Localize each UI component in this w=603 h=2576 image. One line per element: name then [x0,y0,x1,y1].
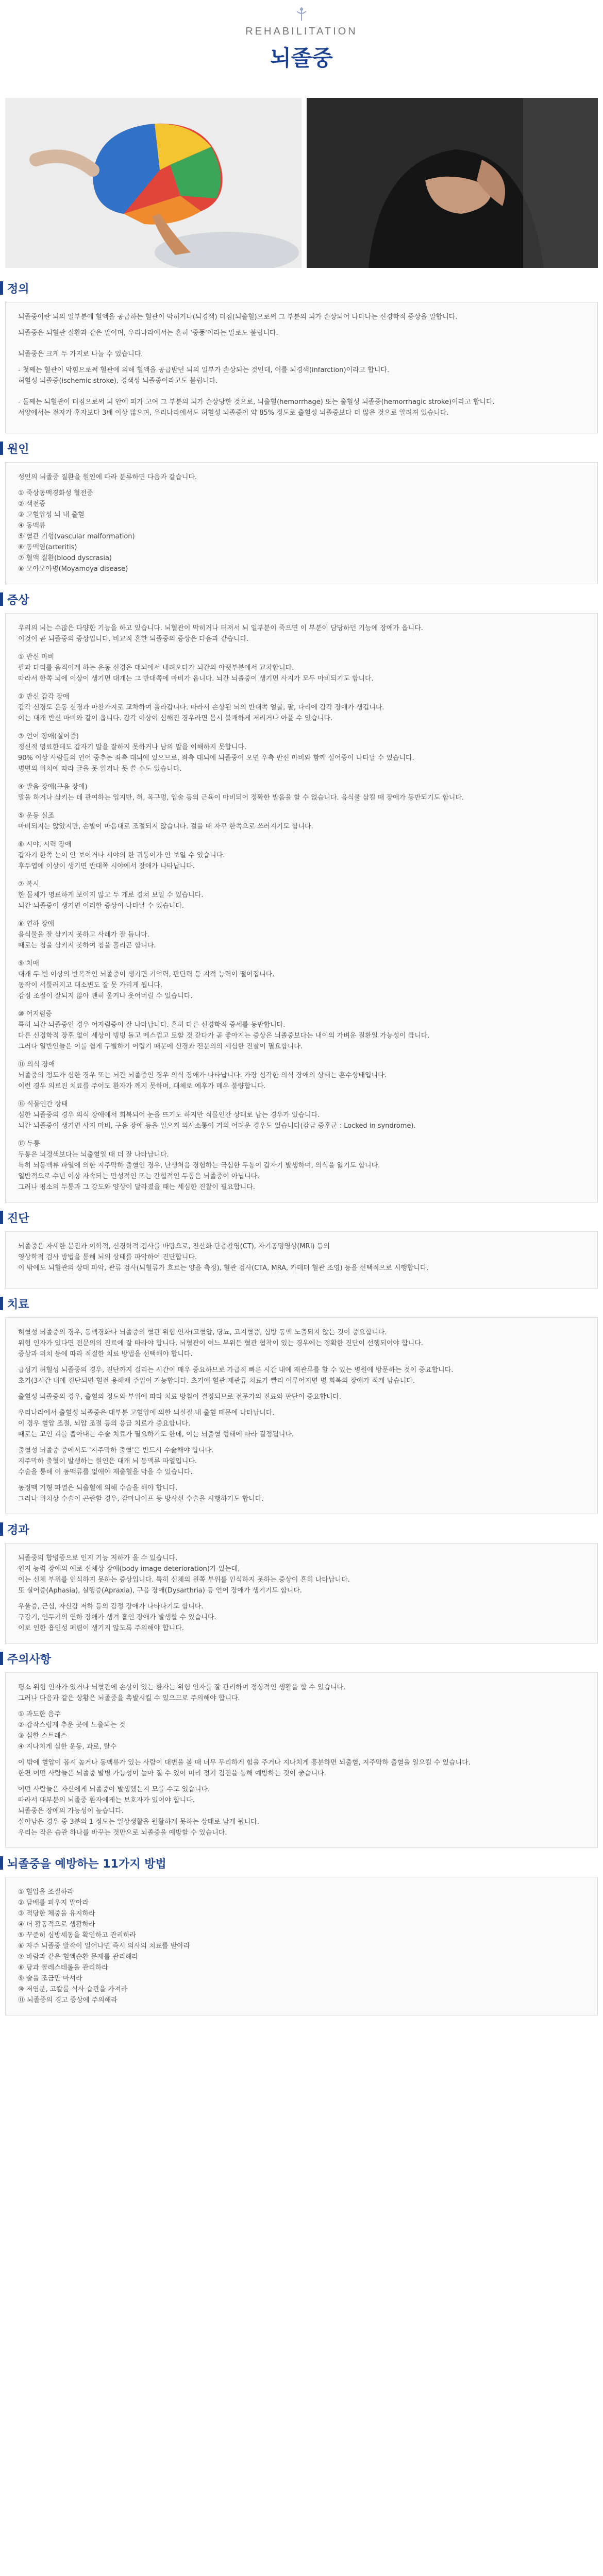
list-item: ⑪ 뇌졸중의 경고 증상에 주의해라 [18,1996,118,2004]
section-diagnosis-body [5,1231,598,1289]
section-course-header [0,1520,603,1538]
hero-photos [5,98,598,268]
symptom-item-title: ③ 언어 장애(실어증) [18,733,79,740]
symptom-item-text: 뇌간 뇌졸중이 생기면 이러한 증상이 나타날 수 있습니다. [18,902,184,910]
section-definition-header [0,279,603,297]
section-marker [0,442,3,455]
spacer [18,1440,585,1445]
spacer [18,1360,585,1365]
symptom-item-text: 일반적으로 수년 이상 자속되는 만성적인 또는 간헐적인 두통은 뇌졸중이 아닙니다. [18,1173,260,1180]
section-caution-body [5,1672,598,1848]
paragraph: 이 밖에도 뇌혈관의 상태 파악, 관류 검사(뇌혈류가 흐르는 양을 측정), 혈관 검사(CTA, MRA, 카테터 혈관 조영) 등을 선택적으로 시행합니다. [18,1264,429,1272]
cause-list [18,488,585,574]
symptom-list [18,652,585,1193]
hospital-logo-icon [294,6,309,22]
paragraph: 수술을 통해 이 동맥류를 없애야 재출혈을 막을 수 있습니다. [18,1468,193,1476]
paragraph: 허혈성 뇌졸중의 경우, 동맥경화나 뇌졸중의 혈관 위험 인자(고혈압, 당뇨, 고지혈증, 심방 동맥 노출되지 않는 것이 중요합니다. [18,1329,387,1336]
paragraph: 증상과 위치 등에 따라 적절한 치료 방법을 선택해야 합니다. [18,1350,193,1358]
section-course-body [5,1543,598,1643]
symptom-item-text: 그러나 평소의 두통과 그 강도와 양상이 달라졌을 때는 세심한 진찰이 필요합니다. [18,1183,255,1191]
paragraph: 출혈성 뇌졸중의 경우, 출혈의 정도와 부위에 따라 치료 방침이 결정되므로 전문가의 진료와 판단이 중요합니다. [18,1393,342,1401]
paragraph: 이것이 곧 뇌졸중의 증상입니다. 비교적 흔한 뇌졸중의 증상은 다음과 같습니다. [18,635,249,643]
symptom-item-text: 음식물을 잘 삼키지 못하고 사레가 잘 듭니다. [18,931,149,939]
symptom-item-text: 따라서 한쪽 뇌에 이상이 생기면 대개는 그 반대쪽에 마비가 옵니다. 뇌간 뇌졸중이 생기면 사지가 모두 마비되기도 합니다. [18,675,374,683]
paragraph: 살아남은 경우 중 3분의 1 정도는 일상생활을 원활하게 못하는 상태로 남게 됩니다. [18,1818,259,1826]
spacer [18,1704,585,1709]
list-item: ⑤ 혈관 기형(vascular malformation) [18,533,135,540]
paragraph: 뇌졸중이란 뇌의 일부분에 혈액을 공급하는 혈관이 막히거나(뇌경색) 터짐(뇌출혈)으로써 그 부분의 뇌가 손상되어 나타나는 신경학적 증상을 말합니다. [18,313,458,321]
paragraph: 급성기 허혈성 뇌졸중의 경우, 진단까지 걸리는 시간이 매우 중요하므로 가급적 빠른 시간 내에 재관류를 할 수 있는 병원에 방문하는 것이 중요합니다. [18,1366,454,1374]
paragraph: ② 갑작스럽게 추운 곳에 노출되는 것 [18,1721,126,1729]
list-item: ④ 동맥류 [18,522,46,530]
paragraph: 뇌졸중은 뇌혈관 질환과 같은 말이며, 우리나라에서는 흔히 '중풍'이라는 말로도 불립니다. [18,329,278,337]
paragraph: 영상학적 검사 방법을 통해 뇌의 상태를 파악하여 진단합니다. [18,1253,197,1261]
section-title: 주의사항 [7,1653,52,1666]
paragraph: 우리의 뇌는 수많은 다양한 기능을 하고 있습니다. 뇌혈관이 막히거나 터져서 뇌 일부분이 죽으면 이 부분이 담당하던 기능에 장애가 옵니다. [18,624,423,632]
hero-header [0,0,603,77]
symptom-item-text: 동작이 서툴러지고 대소변도 잘 못 가리게 됩니다. [18,981,163,989]
section-marker [0,1522,3,1536]
paragraph: 서양에서는 전자가 후자보다 3배 이상 많으며, 우리나라에서도 허혈성 뇌졸중이 약 85% 정도로 출혈성 뇌졸중보다 더 많은 것으로 알려져 있습니다. [18,409,449,417]
list-item: ② 색전증 [18,500,46,508]
section-title: 경과 [7,1523,29,1537]
list-item: ③ 적당한 체중을 유지하라 [18,1910,95,1918]
section-marker [0,1211,3,1224]
paragraph: 때로는 고인 피를 뽑아내는 수술 치료가 필요하기도 한데, 이는 뇌출혈 형태에 따라 결정됩니다. [18,1431,294,1438]
symptom-item-text: 팔과 다리를 움직이게 하는 운동 신경은 대뇌에서 내려오다가 뇌간의 아랫부분에서 교차합니다. [18,664,294,672]
symptom-item-text: 한 물체가 명료하게 보이지 않고 두 개로 겹쳐 보일 수 있습니다. [18,891,204,899]
symptom-item-text: 감정 조절이 잘되지 않아 괜히 울거나 웃어버릴 수 있습니다. [18,992,193,1000]
symptom-item-text: 두통은 뇌경색보다는 뇌출혈일 때 더 잘 나타납니다. [18,1151,169,1159]
list-item: ⑧ 모야모야병(Moyamoya disease) [18,565,128,573]
symptom-item-title: ① 반신 마비 [18,653,55,661]
paragraph: ④ 지나치게 심한 운동, 과로, 탈수 [18,1743,117,1751]
brain-model-photo [5,98,301,268]
symptom-item-text: 특히 뇌동맥류 파열에 의한 지주막하 출혈인 경우, 난생처음 경험하는 극심한 두통이 갑자기 발생하며, 의식을 잃기도 합니다. [18,1162,380,1170]
spacer [18,1779,585,1784]
paragraph: - 둘째는 뇌혈관이 터짐으로써 뇌 안에 피가 고여 그 부분의 뇌가 손상당한 것으로, 뇌출혈(hemorrhage) 또는 출혈성 뇌졸중(hemorrhagic stroke)이라고 합니다. [18,398,495,406]
paragraph: 어떤 사람들은 자신에게 뇌졸중이 발생했는지 모를 수도 있습니다. [18,1786,210,1793]
symptom-item-text: 말을 하거나 삼키는 데 관여하는 입지반, 혀, 목구멍, 입술 등의 근육이 마비되어 정확한 발음을 할 수 없습니다. 음식물 삼킬 때 장애가 동반되기도 합니다. [18,794,464,802]
symptom-item-title: ⑫ 식물인간 상태 [18,1100,68,1108]
symptom-item-text: 심한 뇌졸중의 경우 의식 장애에서 회복되어 눈을 뜨기도 하지만 식물인간 상태로 남는 경우가 있습니다. [18,1111,320,1119]
list-item: ⑥ 자주 뇌졸중 발작이 일어나면 즉시 의사의 치료를 받아라 [18,1942,190,1950]
paragraph: 구강기, 인두기의 연하 장애가 생겨 흡인 장애가 발생할 수 있습니다. [18,1614,216,1621]
symptom-item-title: ⑤ 운동 실조 [18,812,55,820]
symptom-item-title: ④ 발음 장애(구음 장애) [18,783,88,791]
paragraph: 허혈성 뇌졸중(ischemic stroke), 경색성 뇌졸중이라고도 불립니다. [18,377,218,385]
paragraph: ① 과도한 음주 [18,1710,61,1718]
paragraph: 우리나라에서 출혈성 뇌졸중은 대부분 고혈압에 의한 뇌실질 내 출혈 때문에 나타납니다. [18,1409,275,1417]
section-treatment-body [5,1317,598,1514]
section-prevention-header [0,1854,603,1872]
paragraph: 지주막하 출혈이 발생하는 원인은 대개 뇌 동맥류 파열입니다. [18,1458,197,1465]
paragraph: 뇌졸중의 합병증으로 인지 기능 저하가 올 수 있습니다. [18,1554,178,1562]
paragraph: 동정맥 기형 파열은 뇌출혈에 의해 수술을 해야 합니다. [18,1484,178,1492]
section-symptom-header [0,590,603,608]
symptom-item-title: ⑦ 복시 [18,880,39,888]
paragraph: 뇌졸중은 자세한 문진과 이학적, 신경학적 검사를 바탕으로, 전산화 단층촬영(CT), 자기공명영상(MRI) 등의 [18,1243,330,1250]
section-cause-body [5,462,598,584]
header-subtitle: REHABILITATION [245,26,358,37]
section-prevention-body [5,1877,598,2015]
list-item: ② 담배를 피우지 말아라 [18,1899,89,1907]
symptom-item-title: ⑬ 두통 [18,1140,40,1148]
symptom-item-text: 후두엽에 이상이 생기면 반대쪽 시야에서 장애가 나타납니다. [18,862,195,870]
symptom-item-text: 갑자기 한쪽 눈이 안 보이거나 시야의 한 귀퉁이가 안 보일 수 있습니다. [18,852,225,859]
list-item: ⑤ 꾸준히 심방세동을 확인하고 관리하라 [18,1931,137,1939]
list-item: ⑩ 저염분, 고칼륨 식사 습관을 가져라 [18,1986,128,1993]
page-title: 뇌졸중 [270,45,333,71]
symptom-item-text: 이런 경우 의료진 치료를 주어도 환자가 깨지 못하며, 대체로 예후가 매우 불량합니다. [18,1082,266,1090]
section-diagnosis-header [0,1209,603,1226]
section-treatment-header [0,1295,603,1312]
section-title: 증상 [7,594,29,607]
symptom-item-text: 때로는 침을 삼키지 못하여 침을 흘리곤 합니다. [18,942,156,950]
section-marker [0,1856,3,1870]
list-item: ⑦ 바람과 같은 혈액순환 문제를 관리해라 [18,1953,139,1961]
list-item: ① 죽상동맥경화성 혈전증 [18,489,93,497]
symptom-item-text: 마비되지는 않았지만, 손발이 마음대로 조절되지 않습니다. 걸을 때 자꾸 한쪽으로 쓰러지기도 합니다. [18,823,313,831]
chest-pain-photo [307,98,598,268]
spacer [18,1402,585,1408]
paragraph: 우울증, 근심, 자신감 저하 등의 감정 장애가 나타나기도 합니다. [18,1603,204,1611]
paragraph: 이는 신체 부위를 인식하지 못하는 증상입니다. 특히 신체의 왼쪽 부위를 인식하지 못하는 증상이 흔히 나타납니다. [18,1576,350,1584]
symptom-item-text: 뇌졸중의 정도가 심한 경우 또는 뇌간 뇌졸중인 경우 의식 장애가 나타납니다. 가장 심각한 의식 장애의 상태는 혼수상태입니다. [18,1072,387,1079]
paragraph: 평소 위험 인자가 있거나 뇌혈관에 손상이 있는 환자는 위험 인자를 잘 관리하며 정상적인 생활을 할 수 있습니다. [18,1684,346,1691]
section-symptom-body [5,613,598,1202]
spacer [18,1596,585,1601]
paragraph: - 첫째는 혈관이 막힘으로써 혈관에 의해 혈액을 공급받던 뇌의 일부가 손상되는 것인데, 이를 뇌경색(infarction)이라고 합니다. [18,366,390,374]
paragraph: 이 밖에 혈압이 몹시 높거나 동맥류가 있는 사람이 대변을 볼 때 너무 무리하게 힘을 주거나 지나치게 흥분하면 뇌출혈, 지주막하 출혈을 일으킬 수 있습니다. [18,1759,471,1767]
symptom-item-title: ⑥ 시야, 시력 장애 [18,841,72,849]
paragraph: 성인의 뇌졸중 질환을 원인에 따라 분류하면 다음과 같습니다. [18,473,197,481]
paragraph: 출혈성 뇌졸중 중에서도 '지주막하 출혈'은 반드시 수술해야 합니다. [18,1447,214,1454]
paragraph: 초기(3시간 내에 진단되면 혈전 용해제 주입이 가능합니다. 초기에 혈관 재관류 치료가 빨리 이루어지면 병 회복의 장애가 적게 남습니다. [18,1377,415,1385]
prevention-list [18,1887,585,2006]
symptom-item-text: 90% 이상 사람들의 언어 중추는 좌측 대뇌에 있으므로, 좌측 대뇌에 뇌졸중이 오면 우측 반신 마비와 함께 실어증이 나타날 수 있습니다. [18,754,414,762]
section-cause-header [0,439,603,457]
section-marker [0,1297,3,1310]
paragraph: 우리는 작은 습관 하나를 바꾸는 것만으로 뇌졸중을 예방할 수 있습니다. [18,1829,227,1837]
list-item: ⑧ 당과 콜레스테롤을 관리하라 [18,1964,108,1972]
paragraph: 이로 인한 흡인성 폐렴이 생기지 않도록 주의해야 합니다. [18,1624,184,1632]
paragraph: 그러나 다음과 같은 상황은 뇌졸중을 촉발시킬 수 있으므로 주의해야 합니다. [18,1694,240,1702]
list-item: ⑦ 혈액 질환(blood dyscrasia) [18,554,112,562]
list-item: ⑨ 술을 조금만 마셔라 [18,1975,82,1982]
section-title: 치료 [7,1298,29,1311]
symptom-item-title: ⑧ 연하 장애 [18,920,55,928]
symptom-item-text: 대개 두 번 이상의 반복적인 뇌졸중이 생기면 기억력, 판단력 등 지적 능력이 떨어집니다. [18,971,275,978]
section-title: 원인 [7,443,29,456]
section-marker [0,281,3,295]
symptom-item-title: ② 반신 감각 장애 [18,693,70,701]
list-item: ④ 더 활동적으로 생활하라 [18,1921,95,1928]
section-title: 진단 [7,1212,29,1225]
section-title: 정의 [7,282,29,296]
symptom-item-title: ⑩ 어지럼증 [18,1010,53,1018]
brain-model-illustration [5,98,301,268]
spacer [18,1386,585,1392]
paragraph: 뇌졸중은 장애의 가능성이 높습니다. [18,1807,124,1815]
paragraph: ③ 심한 스트레스 [18,1732,68,1740]
section-caution-header [0,1650,603,1667]
paragraph: 인지 능력 장애의 예로 신체상 장애(body image deterioration)가 있는데, [18,1565,240,1573]
symptom-item-text: 뇌간 뇌졸중이 생기면 사지 마비, 구음 장애 등을 일으켜 의사소통이 거의 어려운 경우도 있습니다(감금 증후군 : Locked in syndrome). [18,1122,416,1130]
list-item: ① 혈압을 조절하라 [18,1888,74,1896]
paragraph: 또 실어증(Aphasia), 실행증(Apraxia), 구음 장애(Dysarthria) 등 언어 장애가 생기기도 합니다. [18,1587,302,1595]
spacer [18,1752,585,1757]
person-illustration [307,98,598,268]
symptom-item-title: ⑨ 치매 [18,960,39,968]
paragraph: 위험 인자가 있다면 전문의의 진료에 잘 따라야 합니다. 뇌혈관이 어느 부위든 혈관 협착이 있는 경우에는 정확한 진단이 선행되어야 합니다. [18,1340,423,1347]
spacer [18,1478,585,1483]
symptom-item-title: ⑪ 의식 장애 [18,1061,55,1069]
symptom-item-text: 특히 뇌간 뇌졸중인 경우 어지럼증이 잘 나타납니다. 흔히 다른 신경학적 증세를 동반합니다. [18,1021,286,1029]
symptom-item-text: 그러나 일반인들은 이를 쉽게 구별하기 어렵기 때문에 신경과 전문의의 세심한 진찰이 필요합니다. [18,1043,303,1050]
section-marker [0,592,3,606]
section-definition-body [5,302,598,433]
list-item: ③ 고혈압성 뇌 내 출혈 [18,511,85,519]
section-title: 뇌졸중을 예방하는 11가지 방법 [7,1857,166,1871]
paragraph: 그러나 위치상 수술이 곤란할 경우, 감마나이프 등 방사선 수술을 시행하기도 합니다. [18,1495,264,1503]
paragraph: 뇌졸중은 크게 두 가지로 나눌 수 있습니다. [18,350,143,358]
symptom-item-text: 병변의 위치에 따라 글을 못 읽거나 못 쓸 수도 있습니다. [18,765,182,773]
paragraph: 한편 어떤 사람들은 뇌졸중 발병 가능성이 높아 질 수 있어 미리 정기 검진을 통해 예방하는 것이 좋습니다. [18,1770,326,1777]
symptom-item-text: 이는 대개 반신 마비와 같이 옵니다. 감각 이상이 심해진 경우라면 몸시 불쾌하게 저리거나 아플 수 있습니다. [18,715,333,722]
paragraph: 따라서 대부분의 뇌졸중 환자에게는 보호자가 있어야 합니다. [18,1797,195,1804]
symptom-item-text: 정신적 명료한데도 갑자기 말을 잘하지 못하거나 남의 말을 이해하지 못합니다. [18,743,247,751]
symptom-item-text: 감각 신경도 운동 신경과 마찬가지로 교차하여 올라갑니다. 따라서 손상된 뇌의 반대쪽 얼굴, 팔, 다리에 감각 장애가 생깁니다. [18,704,384,711]
section-marker [0,1652,3,1665]
paragraph: 이 경우 혈압 조절, 뇌압 조절 등의 응급 치료가 중요합니다. [18,1420,191,1428]
symptom-item-text: 다른 신경학적 장후 없이 세상이 빙빙 돌고 메스껍고 토할 것 같다가 곧 좋아지는 증상은 뇌졸중보다는 내이의 가벼운 질환일 가능성이 큽니다. [18,1032,430,1040]
list-item: ⑥ 동맥염(arteritis) [18,544,77,551]
content-sections [0,273,603,2015]
